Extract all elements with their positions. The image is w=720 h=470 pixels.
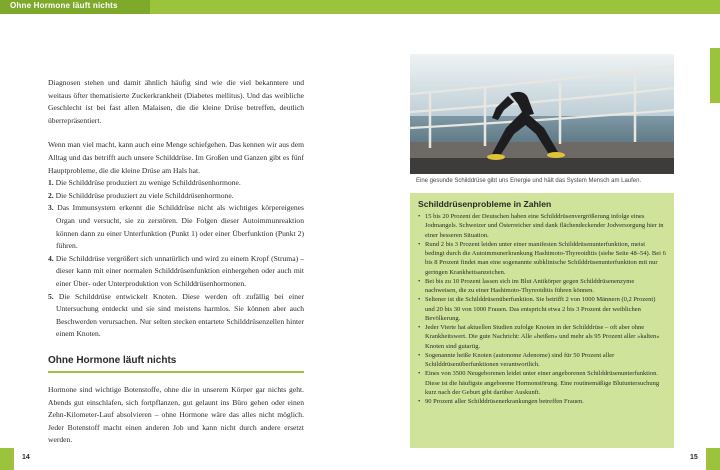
list-item — [48, 190, 304, 203]
list-text: Das Immunsystem erkennt die Schilddrüse nicht als wichtiges körpereigenes Organ und versucht, sie zu zerstören. Die Folgen dieser Autoimmunreaktion können dann zu einer Unterfunktion (Punkt 1) oder einer Überfunktion (Punkt 2) führen. — [56, 203, 304, 251]
list-item — [48, 177, 304, 190]
list-number: 2. — [48, 190, 54, 200]
bottom-accent-left — [0, 448, 14, 470]
list-number: 1. — [48, 178, 54, 188]
list-text: Die Schilddrüse produziert zu wenige Schilddrüsenhormone. — [55, 178, 241, 188]
runner-photo-illustration — [410, 54, 674, 174]
list-item: • Seltener ist die Schilddrüsenüberfunktion. Sie betrifft 2 von 1000 Männern (0,2 Prozent) und 20 bis 30 von 1000 Frauen. Das entspricht etwa 2 bis 3 Prozent der weiblichen Bevölkerung. — [418, 295, 666, 323]
section-heading — [48, 355, 304, 373]
side-accent-bar — [710, 48, 720, 103]
problems-intro-paragraph: Wenn man viel macht, kann auch eine Menge schiefgehen. Das kennen wir aus dem Alltag und das betrifft auch unsere Schilddrüse. Im Großen und Ganzen gibt es fünf Hauptprobleme, die die kleine Drüse am Hals hat. — [48, 140, 304, 175]
list-item: • Eines von 3500 Neugeborenen leidet unter einer angeborenen Schilddrüsenunterfunktion. Diese ist die häufigste angeborene Hormonstörung. Eine routinemäßige Blutuntersuchung kurz nach der Geburt gibt darüber Auskunft. — [418, 369, 666, 397]
section-divider — [48, 371, 304, 373]
list-item: • Sogenannte heiße Knoten (autonome Adenome) sind für 50 Prozent aller Schilddrüsenüberfunktionen verantwortlich. — [418, 351, 666, 370]
intro-paragraph: Diagnosen stehen und damit ähnlich häufig sind wie die viel bekanntere und weitaus öfter thematisierte Zuckerkrankheit (Diabetes mellitus). Und das weibliche Geschlecht ist bei fast allen Malaisen, die die kleine Drüse betreffen, deutlich überrepräsentiert. — [48, 78, 304, 125]
list-text: Die Schilddrüse vergrößert sich unnatürlich und wird zu einem Kropf (Struma) – dieser kann mit einer normalen Schilddrüsenfunktion einhergehen oder auch mit einer Über- oder Unterproduktion von Schilddrüsenhormonen. — [55, 253, 304, 288]
page-number-right: 15 — [690, 454, 698, 461]
section-paragraph: Hormone sind wichtige Botenstoffe, ohne die in unserem Körper gar nichts geht. Abends gut einschlafen, sich fortpflanzen, gut gelaunt ins Büro gehen oder einen Zehn-Kilometer-Lauf absolvieren – ohne Hormone wäre das alles nicht möglich. Jeder Botenstoff macht einen anderen Job und kann nicht durch andere ersetzt werden. — [48, 385, 304, 445]
list-item — [48, 291, 304, 341]
section-title: Ohne Hormone läuft nichts — [48, 355, 177, 366]
runner-photo — [410, 54, 674, 174]
page-number-left: 14 — [22, 454, 30, 461]
list-item — [48, 253, 304, 291]
list-item: • 15 bis 20 Prozent der Deutschen haben eine Schilddrüsenvergrößerung infolge eines Jodmangels. Schweizer und Österreicher sind dank flächendeckender Jodversorgung hier in einer besseren Situation. — [418, 212, 666, 240]
list-item: • Jeder Vierte hat aktuellen Studien zufolge Knoten in der Schilddrüse – oft aber ohne Krankheitswert. Die gute Nachricht: Alle »heißen« und mehr als 95 Prozent aller »kalten« Knoten sind gutartig. — [418, 323, 666, 351]
list-number: 5. — [48, 291, 54, 301]
facts-list — [418, 212, 666, 406]
list-item — [48, 202, 304, 252]
list-item: • Rund 2 bis 3 Prozent leiden unter einer manifesten Schilddrüsenunterfunktion, meist bedingt durch die Autoimmunerkrankung Hashimoto-Thyreoiditis (siehe Seite 48–54). Bei 6 bis 8 Prozent findet man eine sogenannte subklinische Schilddrüsenunterfunktion mit nur geringen Krankheitsanzeichen. — [418, 240, 666, 277]
list-item: • 90 Prozent aller Schilddrüsenerkrankungen betreffen Frauen. — [418, 397, 666, 406]
facts-box-title: Schilddrüsenprobleme in Zahlen — [418, 199, 552, 209]
bottom-accent-right — [706, 448, 720, 470]
list-item: • Bei bis zu 10 Prozent lassen sich im Blut Antikörper gegen Schilddrüsenenzyme nachweisen, die zu einer Hashimoto-Thyreoiditis führen können. — [418, 277, 666, 296]
photo-caption: Eine gesunde Schilddrüse gibt uns Energie und hält das System Mensch am Laufen. — [416, 178, 642, 184]
facts-box — [410, 193, 674, 448]
left-page-body — [48, 77, 304, 353]
list-text: Die Schilddrüse produziert zu viele Schilddrüsenhormone. — [55, 190, 234, 200]
header-tab — [0, 0, 150, 14]
running-header-title: Ohne Hormone läuft nichts — [10, 1, 118, 10]
list-text: Die Schilddrüse entwickelt Knoten. Diese werden oft zufällig bei einer Untersuchung entdeckt und sie sind meistens harmlos. Sie können aber auch Beschwerden verursachen. Nur selten stecken entartete Schilddrüsenzellen hinter einem Knoten. — [56, 291, 304, 339]
list-number: 4. — [48, 253, 54, 263]
list-number: 3. — [48, 203, 54, 213]
problems-list — [48, 177, 304, 341]
